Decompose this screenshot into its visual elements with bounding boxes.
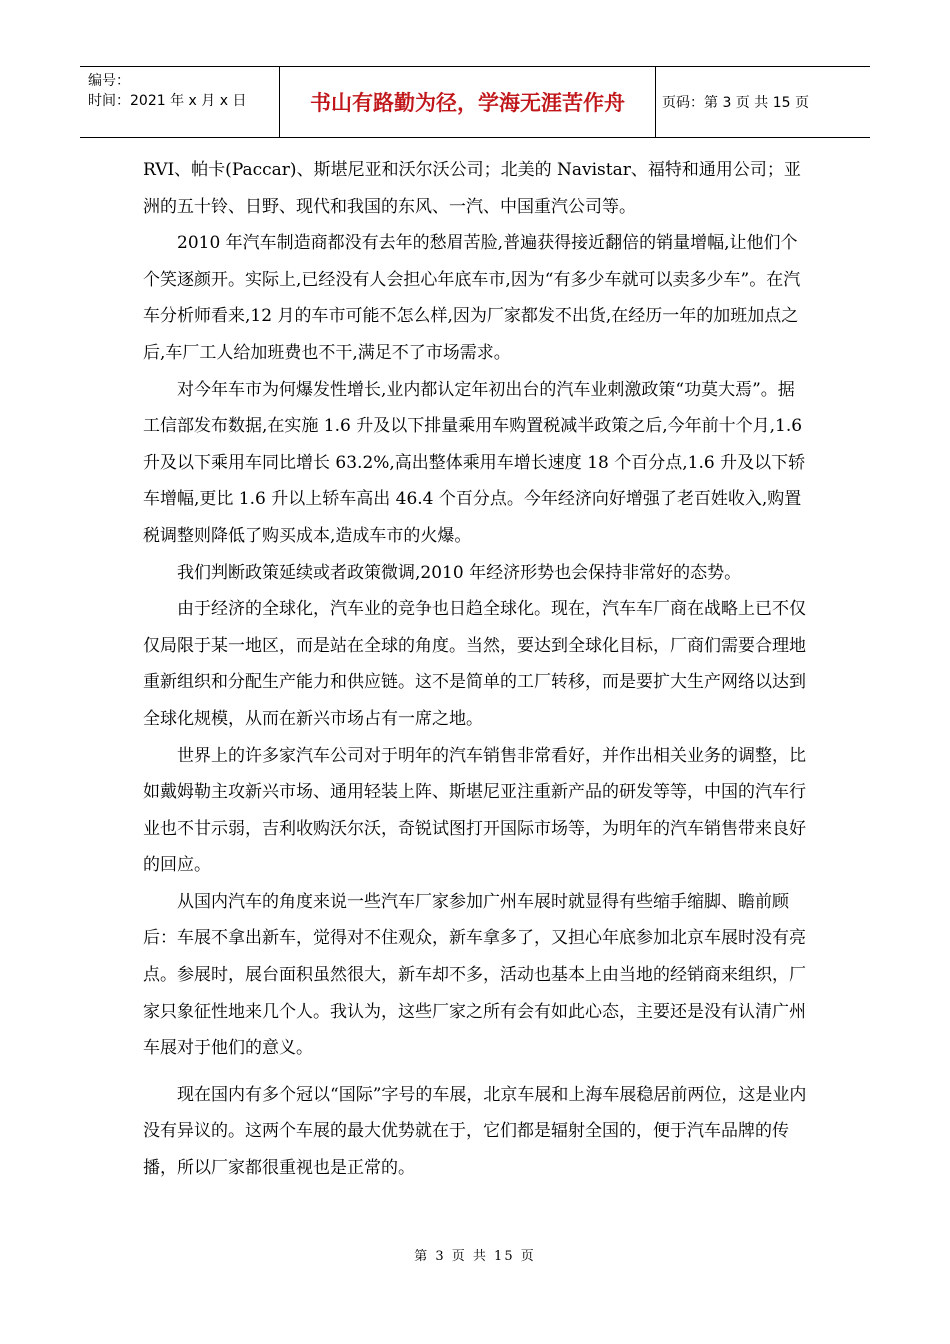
paragraph: 现在国内有多个冠以“国际”字号的车展，北京车展和上海车展稳居前两位，这是业内没有异议的。这两个车展的最大优势就在于，它们都是辐射全国的，便于汽车品牌的传播，所以厂家都很重视也是正常的。 [143, 1084, 807, 1179]
paragraph: 2010 年汽车制造商都没有去年的愁眉苦脸,普遍获得接近翻倍的销量增幅,让他们个个笑逐颜开。实际上,已经没有人会担心年底车市,因为“有多少车就可以卖多少车”。在汽车分析师看来,12 月的车市可能不怎么样,因为厂家都发不出货,在经历一年的加班加点之后,车厂工人给加班费也不干,满足不了市场需求。 [143, 233, 801, 363]
paragraph-continuation: RVI、帕卡(Paccar)、斯堪尼亚和沃尔沃公司；北美的 Navistar、福特和通用公司；亚洲的五十铃、日野、现代和我国的东风、一汽、中国重汽公司等。 [143, 160, 801, 217]
document-body [143, 152, 809, 1187]
paragraph: 我们判断政策延续或者政策微调,2010 年经济形势也会保持非常好的态势。 [177, 562, 742, 583]
paragraph: 从国内汽车的角度来说一些汽车厂家参加广州车展时就显得有些缩手缩脚、瞻前顾后：车展不拿出新车，觉得对不住观众，新车拿多了，又担心年底参加北京车展时没有亮点。参展时，展台面积虽然很大，新车却不多，活动也基本上由当地的经销商来组织，厂家只象征性地来几个人。我认为，这些厂家之所有会有如此心态，主要还是没有认清广州车展对于他们的意义。 [143, 891, 806, 1059]
date-line: 时间：2021 年 x 月 x 日 [88, 93, 247, 109]
paragraph: 世界上的许多家汽车公司对于明年的汽车销售非常看好，并作出相关业务的调整，比如戴姆勒主攻新兴市场、通用轻装上阵、斯堪尼亚注重新产品的研发等等，中国的汽车行业也不甘示弱，吉利收购沃尔沃，奇锐试图打开国际市场等，为明年的汽车销售带来良好的回应。 [143, 745, 806, 876]
number-label: 编号： [88, 73, 130, 89]
page-footer: 第 3 页 共 15 页 [414, 1249, 536, 1264]
paragraph: 由于经济的全球化，汽车业的竞争也日趋全球化。现在，汽车车厂商在战略上已不仅仅局限于某一地区，而是站在全球的角度。当然，要达到全球化目标，厂商们需要合理地重新组织和分配生产能力和供应链。这不是简单的工厂转移，而是要扩大生产网络以达到全球化规模，从而在新兴市场占有一席之地。 [143, 599, 806, 729]
document-header [80, 66, 870, 138]
header-meta-cell [80, 67, 280, 137]
header-motto: 书山有路勤为径，学海无涯苦作舟 [280, 67, 656, 137]
paragraph: 对今年车市为何爆发性增长,业内都认定年初出台的汽车业刺激政策“功莫大焉”。据工信部发布数据,在实施 1.6 升及以下排量乘用车购置税减半政策之后,今年前十个月,1.6 升及以下乘用车同比增长 63.2%,高出整体乘用车增长速度 18 个百分点,1.6 升及以下轿车增幅,更比 1.6 升以上轿车高出 46.4 个百分点。今年经济向好增强了老百姓收入,购置税调整则降低了购买成本,造成车市的火爆。 [143, 379, 806, 546]
header-page-info: 页码：第 3 页 共 15 页 [662, 95, 809, 111]
